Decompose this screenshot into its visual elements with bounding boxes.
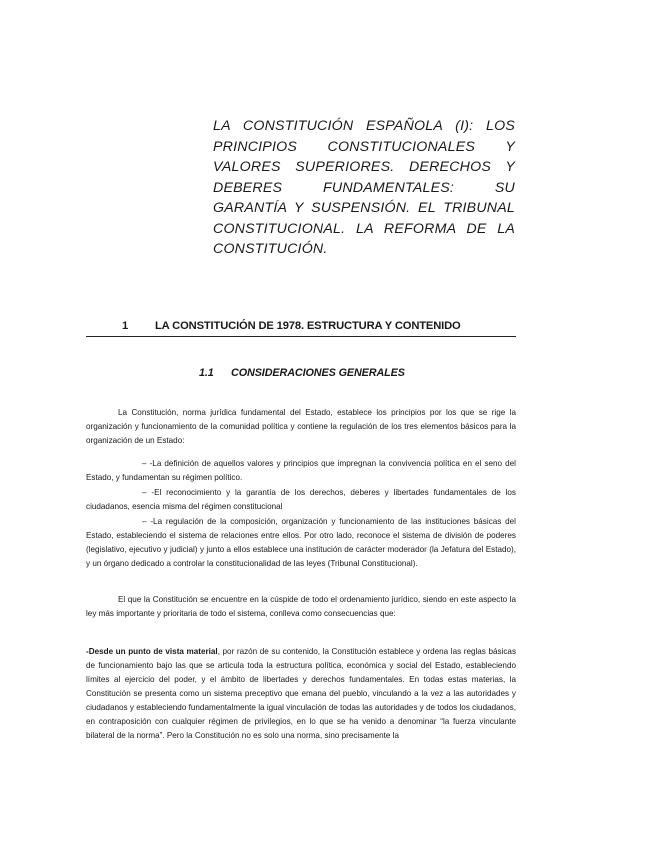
intro-paragraph: La Constitución, norma jurídica fundamental del Estado, establece los principios por los que se rige la organización y funcionamiento de la comunidad política y contiene la regulación de los tres elementos básicos para la organización de un Estado: — [86, 408, 516, 445]
subsection-heading-text: CONSIDERACIONES GENERALES — [231, 367, 405, 379]
section-heading-text: LA CONSTITUCIÓN DE 1978. ESTRUCTURA Y CONTENIDO — [155, 320, 461, 332]
section-heading — [86, 320, 516, 337]
paragraph-2: El que la Constitución se encuentre en la cúspide de todo el ordenamiento jurídico, siendo en este aspecto la ley más importante y prioritaria de todo el sistema, conlleva como consecuencias que: — [86, 595, 516, 618]
list-item: – -El reconocimiento y la garantía de los derechos, deberes y libertades fundamentales de los ciudadanos, esencia misma del régimen constitucional — [86, 488, 516, 511]
paragraph-3-text: , por razón de su contenido, la Constitución establece y ordena las reglas básicas de funcionamiento bajo las que se articula toda la estructura política, económica y social del Estado, estableciendo límites al ejercicio del poder, y el ámbito de libertades y derechos fundamentales. En todas estas materias, la Constitución se presenta como un sistema preceptivo que emana del pueblo, vinculando a la vez a las autoridades y ciudadanos y estableciendo fundamentalmente la igual vinculación de todas las autoridades y de todos los ciudadanos, en contraposición con cualquier régimen de privilegios, en lo que se ha venido a denominar “la fuerza vinculante bilateral de la norma”. Pero la Constitución no es solo una norma, sino precisamente la — [86, 647, 517, 740]
paragraph-3 — [86, 645, 516, 743]
section-number: 1 — [122, 320, 129, 332]
document-title: LA CONSTITUCIÓN ESPAÑOLA (I): LOS PRINCIPIOS CONSTITUCIONALES Y VALORES SUPERIORES. DERECHOS Y DEBERES FUNDAMENTALES: SU GARANTÍA Y SUSPENSIÓN. EL TRIBUNAL CONSTITUCIONAL. LA REFORMA DE LA CONSTITUCIÓN. — [213, 118, 515, 257]
subsection-number: 1.1 — [199, 367, 214, 379]
element-list — [86, 457, 516, 572]
list-item: – -La definición de aquellos valores y principios que impregnan la convivencia política en el seno del Estado, y fundamentan su régimen político. — [86, 459, 516, 482]
list-item: – -La regulación de la composición, organización y funcionamiento de las instituciones básicas del Estado, estableciendo el sistema de relaciones entre ellos. Por otro lado, reconoce el sistema de división de poderes (legislativo, ejecutivo y judicial) y junto a ellos establece una institución de carácter moderador (la Jefatura del Estado), y un órgano dedicado a controlar la constitucionalidad de las leyes (Tribunal Constitucional). — [86, 517, 516, 568]
paragraph-3-bold-lead: -Desde un punto de vista material — [86, 647, 218, 656]
subsection-heading — [199, 367, 405, 379]
